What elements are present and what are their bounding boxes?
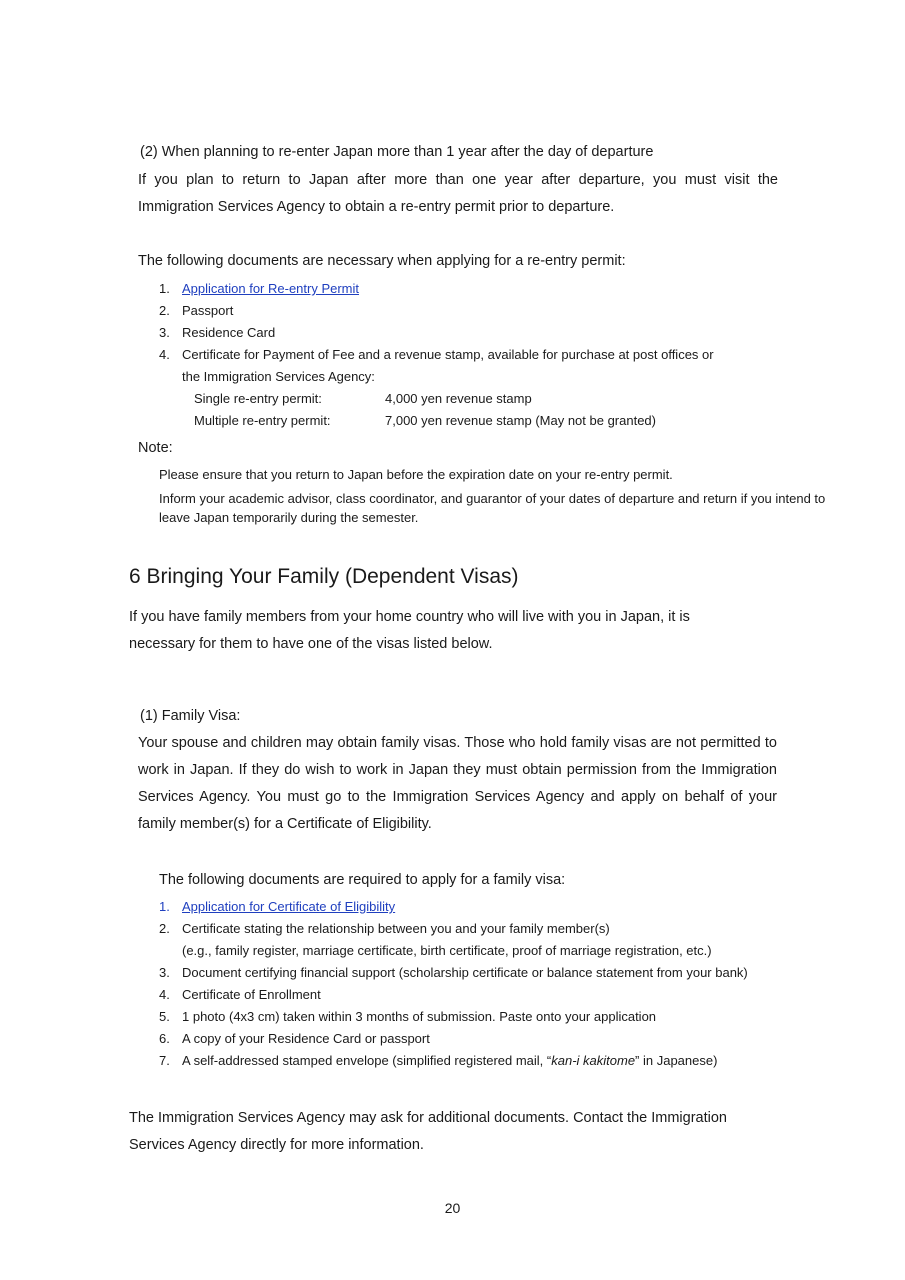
list-number: 1. xyxy=(159,899,170,914)
list-text: A copy of your Residence Card or passport xyxy=(182,1031,430,1046)
fee-row-multiple xyxy=(194,410,656,432)
list-number: 6. xyxy=(159,1031,170,1046)
fee-table xyxy=(194,388,656,432)
list-text-continued: (e.g., family register, marriage certificate, birth certificate, proof of marriage registration, etc.) xyxy=(182,943,712,958)
list-text-tail: ” in Japanese) xyxy=(635,1053,718,1068)
list-number: 3. xyxy=(159,965,170,980)
list-number: 1. xyxy=(159,281,170,296)
family-docs-list xyxy=(159,896,819,1072)
reentry-docs-intro: The following documents are necessary when applying for a re-entry permit: xyxy=(138,253,626,269)
list-number: 3. xyxy=(159,325,170,340)
list-number: 2. xyxy=(159,921,170,936)
section-title: 6 Bringing Your Family (Dependent Visas) xyxy=(129,565,519,588)
list-text: Certificate for Payment of Fee and a revenue stamp, available for purchase at post offices or xyxy=(182,347,714,362)
fee-value: 7,000 yen revenue stamp (May not be granted) xyxy=(385,413,656,428)
reentry-paragraph: If you plan to return to Japan after more than one year after departure, you must visit the Immigration Services Agency to obtain a re-entry permit prior to departure. xyxy=(138,172,778,215)
list-item xyxy=(159,962,819,984)
list-item xyxy=(159,896,819,918)
list-item xyxy=(159,278,799,300)
family-visa-paragraph: Your spouse and children may obtain family visas. Those who hold family visas are not permitted to work in Japan. If they do wish to work in Japan they must obtain permission from the Immigration Services Agency. You must go to the Immigration Services Agency and apply on behalf of your family member(s) for a Certificate of Eligibility. xyxy=(138,735,777,832)
application-certificate-eligibility-link[interactable]: Application for Certificate of Eligibility xyxy=(182,899,396,914)
note-text: Please ensure that you return to Japan before the expiration date on your re-entry permit. xyxy=(159,467,673,482)
list-item xyxy=(159,300,799,322)
list-text: Residence Card xyxy=(182,325,276,340)
list-number: 4. xyxy=(159,347,170,362)
fee-label: Single re-entry permit: xyxy=(194,391,322,406)
application-reentry-permit-link[interactable]: Application for Re-entry Permit xyxy=(182,281,360,296)
closing-paragraph: The Immigration Services Agency may ask for additional documents. Contact the Immigration Services Agency directly for more information. xyxy=(129,1110,727,1153)
list-item xyxy=(159,984,819,1006)
list-number: 2. xyxy=(159,303,170,318)
list-text: Certificate of Enrollment xyxy=(182,987,321,1002)
list-text-italic: kan-i kakitome xyxy=(551,1053,636,1068)
list-text: Passport xyxy=(182,303,234,318)
list-text-continued: the Immigration Services Agency: xyxy=(182,369,375,384)
list-text: A self-addressed stamped envelope (simplified registered mail, “ xyxy=(182,1053,552,1068)
family-docs-intro: The following documents are required to apply for a family visa: xyxy=(159,872,566,888)
reentry-heading: (2) When planning to re-enter Japan more than 1 year after the day of departure xyxy=(140,144,654,160)
list-text: 1 photo (4x3 cm) taken within 3 months of submission. Paste onto your application xyxy=(182,1009,657,1024)
list-item xyxy=(159,918,819,962)
list-text: Document certifying financial support (scholarship certificate or balance statement from your bank) xyxy=(182,965,748,980)
list-text: Certificate stating the relationship between you and your family member(s) xyxy=(182,921,610,936)
section-intro: If you have family members from your home country who will live with you in Japan, it is necessary for them to have one of the visas listed below. xyxy=(129,609,690,652)
note-label: Note: xyxy=(138,440,173,456)
list-number: 4. xyxy=(159,987,170,1002)
family-visa-heading: (1) Family Visa: xyxy=(140,708,241,724)
fee-row-single xyxy=(194,388,656,410)
list-item xyxy=(159,1006,819,1028)
list-item xyxy=(159,1028,819,1050)
list-item xyxy=(159,344,799,388)
fee-label: Multiple re-entry permit: xyxy=(194,413,331,428)
list-item xyxy=(159,322,799,344)
list-number: 5. xyxy=(159,1009,170,1024)
list-number: 7. xyxy=(159,1053,170,1068)
note-text: Inform your academic advisor, class coordinator, and guarantor of your dates of departure and return if you intend to leave Japan temporarily during the semester. xyxy=(159,491,826,525)
page-number: 20 xyxy=(444,1200,461,1216)
reentry-docs-list xyxy=(159,278,799,388)
fee-value: 4,000 yen revenue stamp xyxy=(385,391,532,406)
list-item xyxy=(159,1050,819,1072)
